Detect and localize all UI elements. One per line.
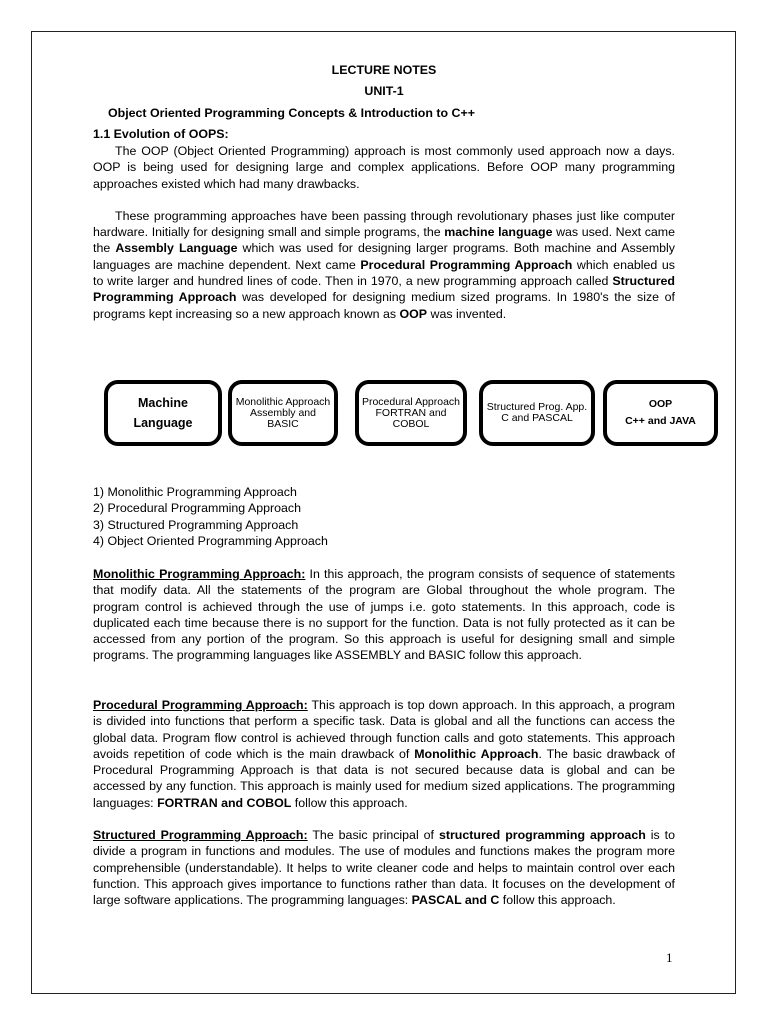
diagram-box-structured: Structured Prog. App. C and PASCAL bbox=[479, 380, 595, 446]
list-item: 3) Structured Programming Approach bbox=[93, 517, 299, 532]
approach-list bbox=[93, 484, 675, 549]
structured-section bbox=[93, 827, 675, 908]
intro-paragraph bbox=[93, 143, 675, 192]
text-run: was developed for designing medium sized programs. In 1980's the size of programs kept increasing so a new approach known as bbox=[93, 290, 675, 321]
bold-text: OOP bbox=[399, 306, 428, 321]
text-run: These programming approaches have been passing through revolutionary phases just like computer hardware. Initially for designing small and simple programs, the bbox=[93, 208, 675, 240]
monolithic-section bbox=[93, 566, 675, 664]
section-heading-text: Monolithic Programming Approach: bbox=[93, 567, 306, 581]
unit-heading: UNIT-1 bbox=[364, 84, 404, 98]
underlined-heading bbox=[93, 698, 308, 712]
text-run: This approach is top down approach. In this approach, a program is divided into functions that perform a specific task. Data is global and all the functions can access the global data. Program flow control is achieved through function calls and goto statements. This approach avoids repetition of code which is the main drawback of bbox=[93, 698, 675, 761]
intro-paragraph bbox=[93, 208, 675, 322]
diagram-box-procedural: Procedural Approach FORTRAN and COBOL bbox=[355, 380, 467, 446]
text-run: which enabled us to write larger and hundred lines of code. Then in 1970, a new programming approach called bbox=[93, 257, 675, 289]
text-run: is to divide a program in functions and modules. The use of modules and functions makes the program more comprehensible (understandable). It helps to write cleaner code and helps to maintain control over each function. This approach gives importance to functions rather than data. It focuses on the development of large software applications. The programming languages: bbox=[93, 828, 675, 908]
diagram-box-oop: OOP C++ and JAVA bbox=[603, 380, 718, 446]
section-heading: 1.1 Evolution of OOPS: bbox=[93, 127, 229, 141]
list-item: 4) Object Oriented Programming Approach bbox=[93, 533, 328, 548]
page-number: 1 bbox=[666, 950, 673, 965]
header-line2 bbox=[93, 83, 675, 99]
lecture-notes-heading: LECTURE NOTES bbox=[331, 63, 437, 77]
bold-text: FORTRAN and COBOL bbox=[157, 795, 292, 810]
bold-text: PASCAL and C bbox=[411, 893, 500, 908]
procedural-paragraph bbox=[93, 697, 675, 811]
bold-text: Structured Programming Approach bbox=[93, 274, 675, 305]
document-title: Object Oriented Programming Concepts & Introduction to C++ bbox=[108, 106, 475, 120]
bold-text: machine language bbox=[444, 225, 553, 240]
bold-text: Procedural Programming Approach bbox=[360, 257, 573, 272]
text-run: The basic principal of bbox=[307, 828, 439, 842]
structured-paragraph bbox=[93, 827, 675, 908]
monolithic-paragraph bbox=[93, 566, 675, 664]
diagram-box-machine-language: Machine Language bbox=[104, 380, 222, 446]
intro bbox=[93, 143, 675, 322]
text-run: was invented. bbox=[427, 306, 507, 321]
text-run: In this approach, the program consists of sequence of statements that modify data. All the statements of the program are Global throughout the whole program. The program control is achieved through the use of jumps i.e. goto statements. In this approach, code is duplicated each time because there is no support for the function. Data is not fully protected as it can be accessed from any portion of the program. So this approach is useful for designing small and simple programs. The programming languages like ASSEMBLY and BASIC follow this approach. bbox=[93, 567, 676, 663]
diagram-box-monolithic: Monolithic Approach Assembly and BASIC bbox=[228, 380, 338, 446]
text-run: . The basic drawback of Procedural Programming Approach is that data is not secured because data is global and can be accessed by any function. This approach is mainly used for medium sized applications. The programming languages: bbox=[93, 746, 675, 810]
bold-text: Monolithic Approach bbox=[414, 746, 539, 761]
text-run: follow this approach. bbox=[291, 795, 408, 810]
procedural-section bbox=[93, 697, 675, 811]
list-item: 2) Procedural Programming Approach bbox=[93, 501, 301, 516]
text-run: The OOP (Object Oriented Programming) approach is most commonly used approach now a days. OOP is being used for designing large and complex applications. Before OOP many programming approaches existed which had many drawbacks. bbox=[93, 144, 675, 191]
bold-text: structured programming approach bbox=[438, 828, 646, 842]
bold-text: Assembly Language bbox=[115, 241, 238, 256]
text-run: follow this approach. bbox=[499, 893, 616, 908]
text-run: was used. Next came the bbox=[93, 225, 675, 256]
header-line1 bbox=[93, 62, 675, 78]
list-item: 1) Monolithic Programming Approach bbox=[93, 485, 297, 499]
section-heading-text: Procedural Programming Approach: bbox=[93, 698, 308, 712]
underlined-heading bbox=[93, 567, 305, 581]
text-run: which was used for designing larger programs. Both machine and Assembly languages are machine dependent. Next came bbox=[93, 241, 675, 272]
underlined-heading bbox=[93, 828, 308, 842]
section-heading-text: Structured Programming Approach: bbox=[93, 828, 308, 842]
